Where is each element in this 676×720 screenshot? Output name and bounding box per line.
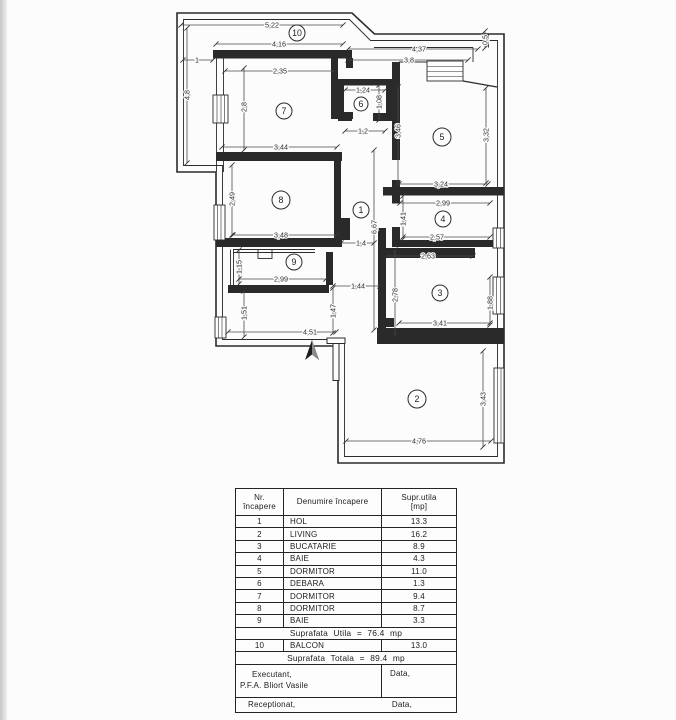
dimension-label: 1,88: [485, 296, 495, 310]
table-cell: 8.9: [381, 540, 456, 552]
table-cell: 16.2: [381, 527, 456, 539]
table-cell: DORMITOR: [283, 589, 381, 601]
table-cell: 5: [236, 565, 283, 577]
table-cell: 4: [236, 552, 283, 564]
dimension-label: 3,8: [404, 55, 414, 65]
dimension-label: 2,99: [436, 198, 450, 208]
row10-value: 13.0: [381, 639, 456, 652]
receptionat-row: [236, 697, 456, 712]
header-suprafata-line2: [mp]: [410, 502, 428, 511]
table-cell: DORMITOR: [283, 565, 381, 577]
dimension-label: 3,41: [433, 318, 447, 328]
table-cell: 3: [236, 540, 283, 552]
table-cell: BAIE: [283, 552, 381, 564]
dimension-label: 4,37: [412, 44, 426, 54]
dimension-label: 4,76: [412, 436, 426, 446]
dimension-label: 1,51: [239, 306, 249, 320]
table-cell: 1.3: [381, 577, 456, 589]
table-cell: BUCATARIE: [283, 540, 381, 552]
room-number-label: 9: [291, 257, 297, 267]
row10-name: BALCON: [283, 639, 381, 652]
dimension-label: 2,49: [227, 192, 237, 206]
room-number-label: 1: [358, 205, 364, 215]
dimension-label: 3,32: [481, 128, 491, 142]
room-schedule-table: [235, 488, 457, 713]
room-number-label: 3: [437, 288, 443, 298]
room-number-label: 5: [439, 132, 445, 142]
row10-number: 10: [236, 639, 283, 652]
dimension-label: 4,51: [303, 327, 317, 337]
dimension-label: 1,2: [358, 126, 368, 136]
dimension-label: 1,15: [234, 260, 244, 274]
table-cell: 3.3: [381, 614, 456, 626]
executant-label: Executant,: [252, 670, 292, 680]
executant-name: P.F.A. Bliort Vasile: [240, 680, 309, 690]
dimension-label: 3,44: [274, 142, 288, 152]
dimension-label: 1,47: [328, 304, 338, 318]
data-cell-1: Data,: [381, 664, 456, 697]
dimension-label: 2,63: [421, 251, 435, 261]
table-cell: DORMITOR: [283, 602, 381, 614]
dimension-label: 0,5: [480, 35, 490, 45]
room-number-label: 2: [414, 394, 420, 404]
header-suprafata: [381, 489, 456, 515]
dimension-label: 2,99: [274, 274, 288, 284]
table-cell: 11.0: [381, 565, 456, 577]
header-nr: [236, 489, 283, 515]
room-number-label: 6: [358, 99, 364, 109]
dimension-label: 4,8: [182, 90, 192, 100]
dimension-label: 1,44: [351, 281, 365, 291]
table-cell: LIVING: [283, 527, 381, 539]
header-nr-line1: Nr.: [254, 492, 265, 502]
dimension-label: 1,08: [374, 95, 384, 109]
dimension-label: 3,43: [478, 392, 488, 406]
table-cell: HOL: [283, 515, 381, 527]
table-cell: DEBARA: [283, 577, 381, 589]
table-cell: 2: [236, 527, 283, 539]
table-cell: 8.7: [381, 602, 456, 614]
dimension-label: 3,48: [274, 230, 288, 240]
dimension-label: 1,24: [356, 85, 370, 95]
table-cell: 7: [236, 589, 283, 601]
dimension-label: 2,35: [273, 66, 287, 76]
subtotal-row: Suprafata Utila = 76.4 mp: [236, 627, 456, 639]
table-cell: 4.3: [381, 552, 456, 564]
room-number-label: 7: [281, 106, 287, 116]
dimension-label: 2,78: [390, 288, 400, 302]
room-number-label: 4: [440, 214, 446, 224]
dimension-label: 1,41: [398, 212, 408, 226]
header-nr-line2: încapere: [243, 502, 276, 511]
header-denumire: [283, 489, 381, 515]
dimension-label: 5,22: [265, 20, 279, 30]
executant-cell: [236, 664, 381, 697]
header-denumire-label: Denumire încapere: [296, 497, 369, 507]
dimension-label: 1: [195, 55, 199, 65]
table-cell: 9: [236, 614, 283, 626]
dimension-label: 4,16: [272, 39, 286, 49]
table-cell: 6: [236, 577, 283, 589]
dimension-label: 3,24: [434, 179, 448, 189]
receptionat-label: Receptionat,: [248, 700, 296, 710]
table-cell: 13.3: [381, 515, 456, 527]
dimension-label: 2,57: [430, 232, 444, 242]
total-row: Suprafata Totala = 89.4 mp: [236, 651, 456, 664]
dimension-label: 1,4: [356, 238, 366, 248]
north-arrow-icon: [305, 340, 319, 360]
entrance-threshold: [327, 338, 345, 381]
header-suprafata-line1: Supr.utila: [401, 492, 437, 502]
dimension-label: 6,67: [369, 220, 379, 234]
table-cell: 9.4: [381, 589, 456, 601]
dimension-label: 3,46: [393, 124, 403, 138]
room-number-label: 10: [292, 28, 302, 38]
room-number-label: 8: [278, 195, 284, 205]
dimension-label: 2,8: [239, 102, 249, 112]
table-cell: 8: [236, 602, 283, 614]
data-label-2: Data,: [391, 700, 412, 710]
table-cell: BAIE: [283, 614, 381, 626]
table-cell: 1: [236, 515, 283, 527]
